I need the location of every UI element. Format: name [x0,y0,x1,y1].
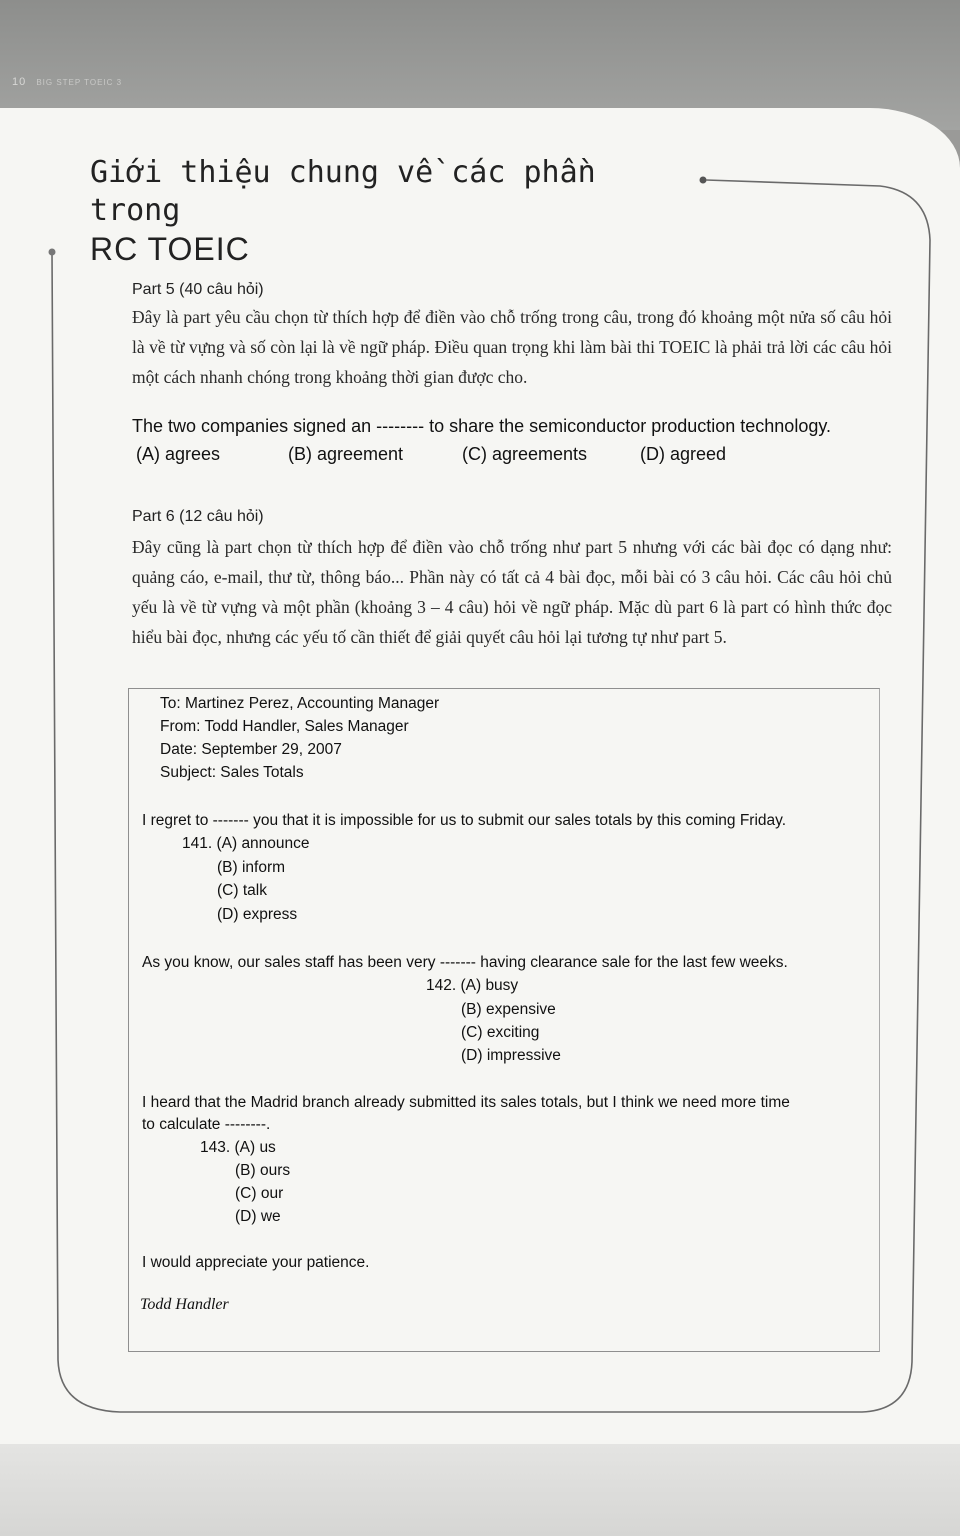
title-line-2: RC TOEIC [90,231,250,267]
letter-signature: Todd Handler [140,1296,229,1313]
part5-option-d: (D) agreed [640,444,727,464]
part5-option-a: (A) agrees [136,444,221,464]
letter-to: To: Martinez Perez, Accounting Manager [160,695,440,712]
letter-from: From: Todd Handler, Sales Manager [160,718,409,735]
letter-sentence-3-line-2: to calculate --------. [142,1116,271,1133]
q142-option-b: (B) expensive [461,1001,556,1018]
part5-example-sentence: The two companies signed an -------- to share the semiconductor production technology. [132,416,832,436]
q141-option-b: (B) inform [217,859,286,876]
q143-option-c: (C) our [235,1185,284,1202]
q141-option-d: (D) express [217,906,298,923]
page-number: 10 [12,76,27,88]
letter-subject: Subject: Sales Totals [160,764,304,781]
part5-option-b: (B) agreement [288,444,404,464]
part5-heading: Part 5 (40 câu hỏi) [132,281,264,298]
part5-description: Đây là part yêu cầu chọn từ thích hợp để điền vào chỗ trống trong câu, trong đó khoảng một nửa số câu hỏi là về từ vựng và số còn lại là về ngữ pháp. Điều quan trọng khi làm bài thi TOEIC là phải trả lời các câu hỏi một cách nhanh chóng trong khoảng thời gian được cho. [132,307,892,387]
letter-date: Date: September 29, 2007 [160,741,342,758]
part6-description: Đây cũng là part chọn từ thích hợp để điền vào chỗ trống như part 5 nhưng với các bài đọc có dạng như: quảng cáo, e-mail, thư từ, thông báo... Phần này có tất cả 4 bài đọc, mỗi bài có 3 câu hỏi. Các câu hỏi chủ yếu là về từ vựng và một phần (khoảng 3 – 4 câu) hỏi về ngữ pháp. Mặc dù part 6 là part có hình thức đọc hiểu bài đọc, nhưng các yếu tố cần thiết để giải quyết câu hỏi lại tương tự như part 5. [132,537,892,647]
part5-option-c: (C) agreements [462,444,588,464]
letter-sentence-1: I regret to ------- you that it is impossible for us to submit our sales totals by this coming Friday. [142,812,787,829]
q143-option-a: 143. (A) us [200,1139,276,1156]
title-line-1: Giới thiệu chung về các phần trong [90,155,596,228]
letter-closing: I would appreciate your patience. [142,1254,370,1271]
letter-sentence-2: As you know, our sales staff has been very ------- having clearance sale for the last few weeks. [142,954,788,971]
q141-option-a: 141. (A) announce [182,835,310,852]
q143-option-d: (D) we [235,1208,281,1225]
part6-heading: Part 6 (12 câu hỏi) [132,508,264,525]
page-title [90,154,690,268]
q141-option-c: (C) talk [217,882,267,899]
letter-sentence-3-line-1: I heard that the Madrid branch already submitted its sales totals, but I think we need more time [142,1094,790,1111]
q143-option-b: (B) ours [235,1162,291,1179]
q142-option-d: (D) impressive [461,1047,561,1064]
q142-option-a: 142. (A) busy [426,977,519,994]
book-title: BIG STEP TOEIC 3 [36,78,123,87]
q142-option-c: (C) exciting [461,1024,540,1041]
